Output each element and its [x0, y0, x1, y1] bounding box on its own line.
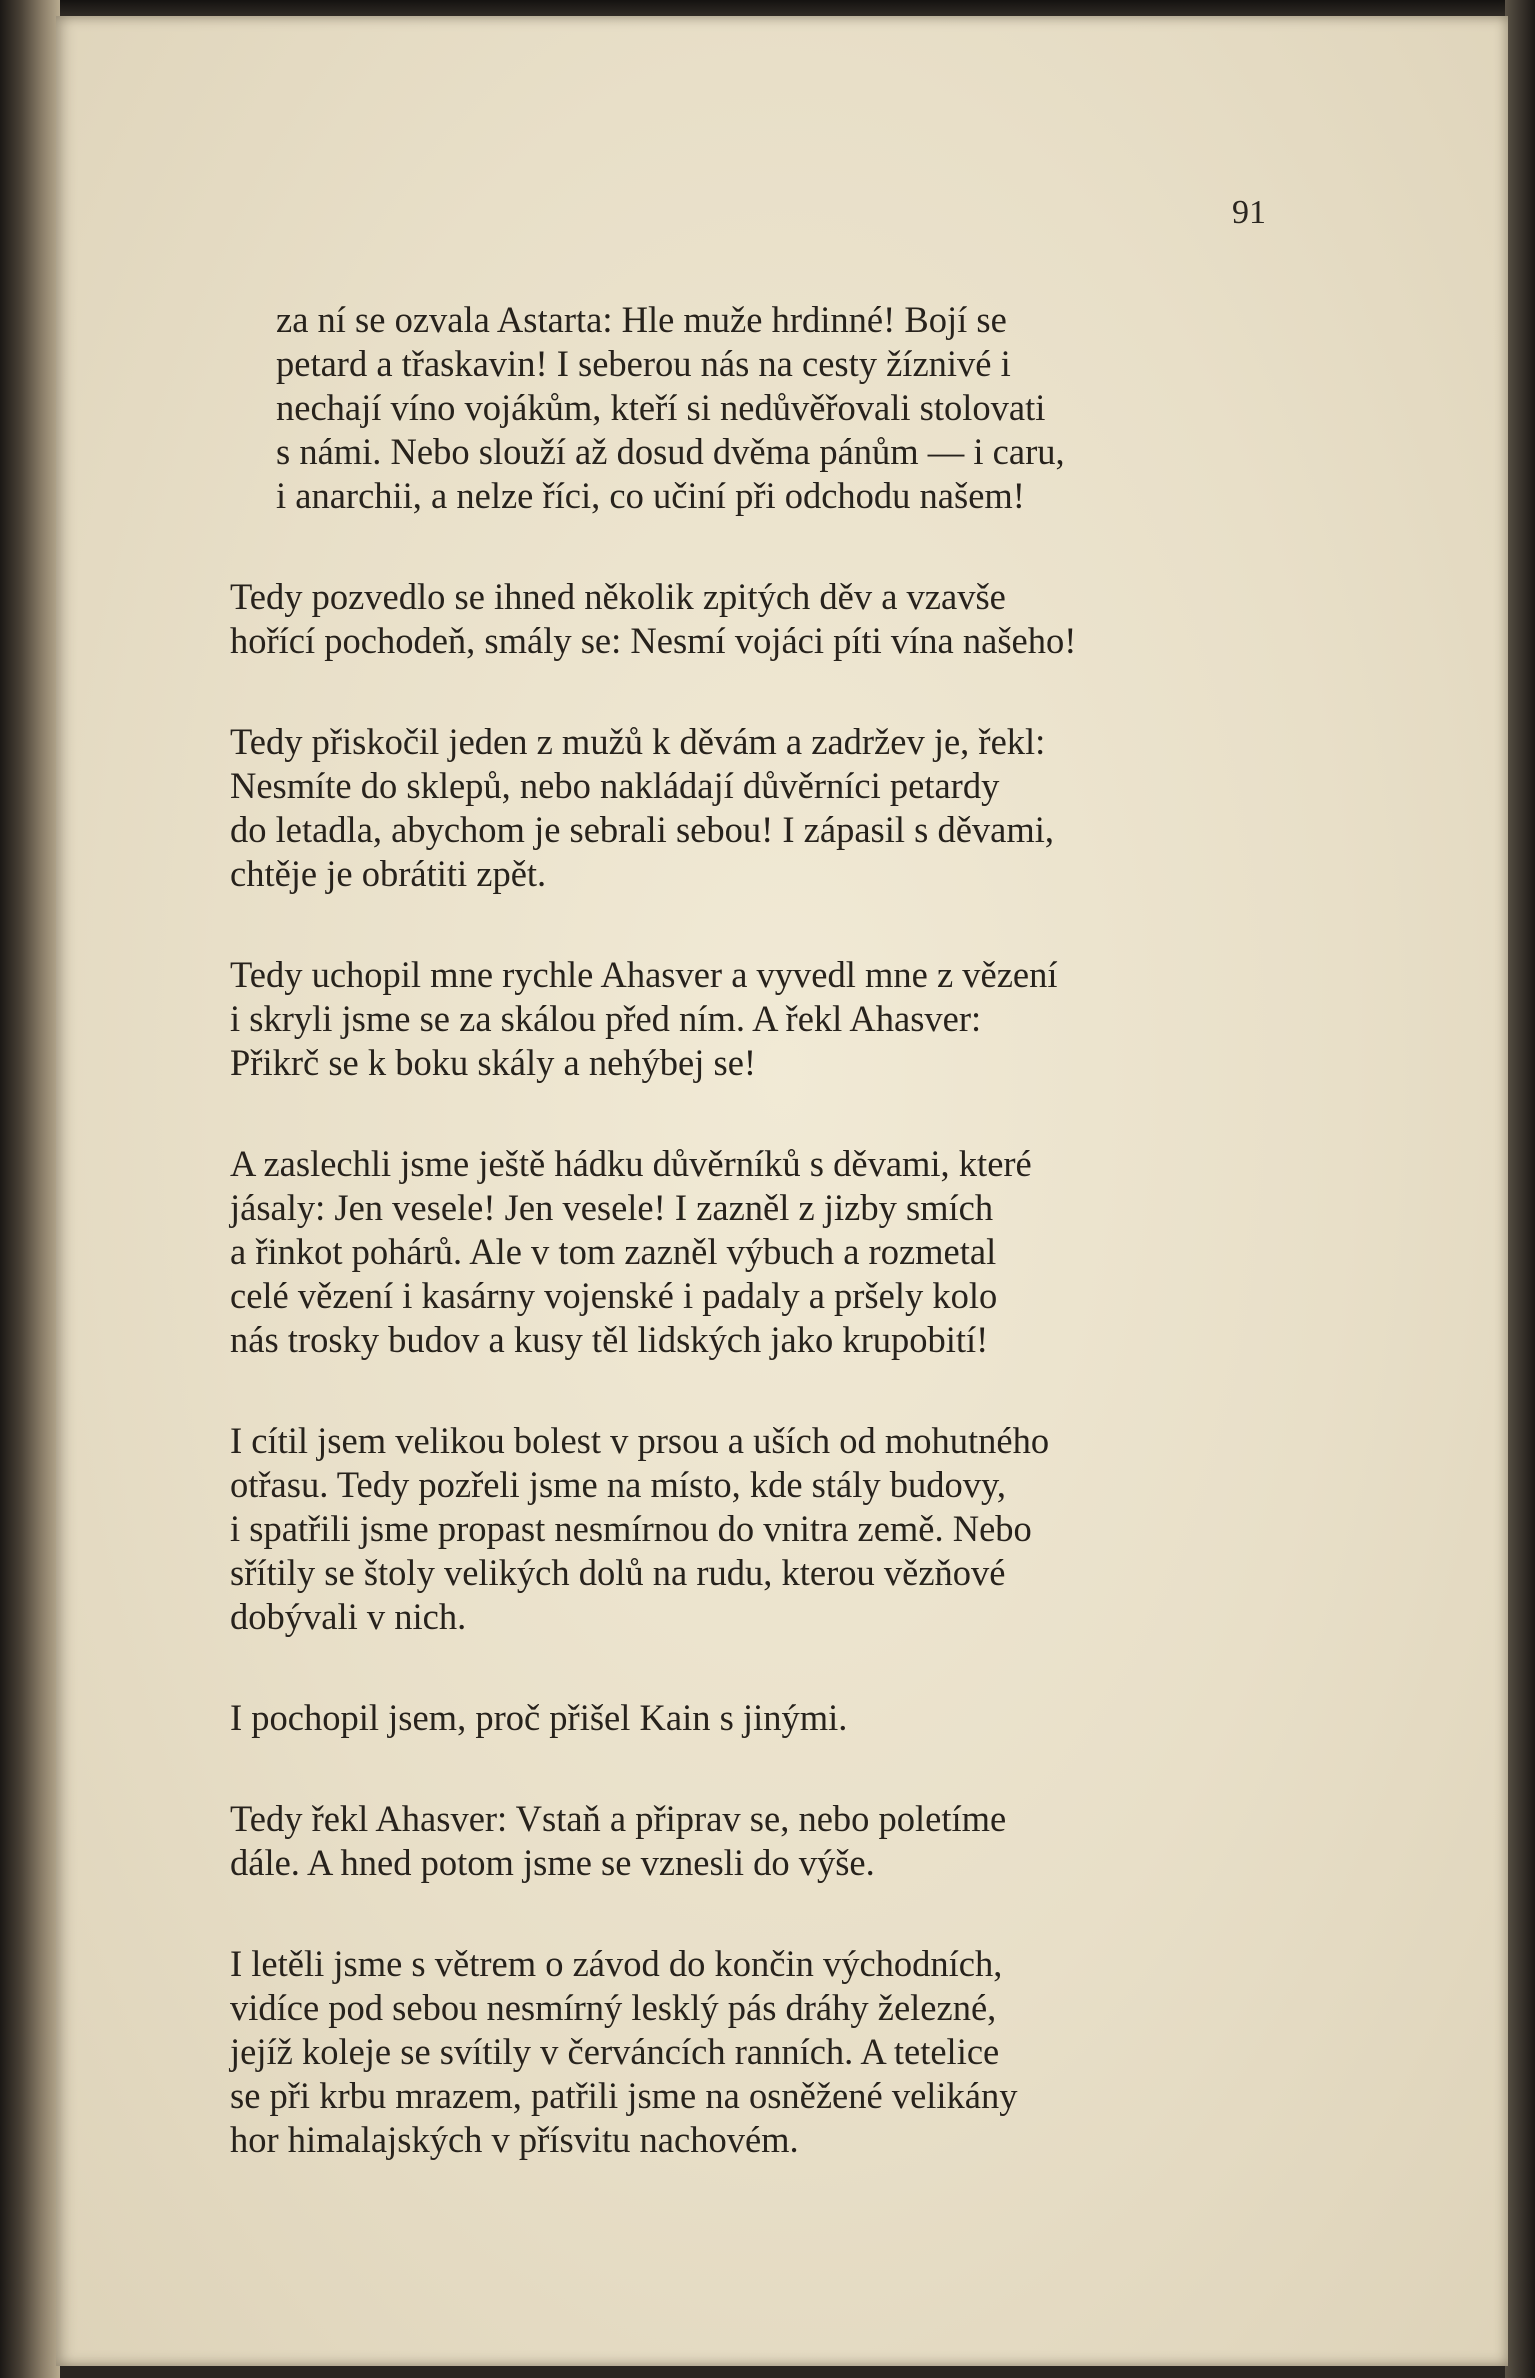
- text-line: petard a třaskavin! I seberou nás na cesty žíznivé i: [276, 343, 1011, 384]
- text-line: i anarchii, a nelze říci, co učiní při odchodu našem!: [276, 475, 1025, 516]
- text-line: chtěje je obrátiti zpět.: [230, 853, 547, 894]
- paragraph: [230, 1942, 1266, 2162]
- text-line: Nesmíte do sklepů, nebo nakládají důvěrníci petardy: [230, 765, 1000, 806]
- text-line: dobývali v nich.: [230, 1596, 467, 1637]
- text-line: jejíž koleje se svítily v červáncích ranních. A tetelice: [230, 2031, 1000, 2072]
- paragraph: [230, 720, 1266, 896]
- text-line: Tedy přiskočil jeden z mužů k děvám a zadržev je, řekl:: [230, 721, 1046, 762]
- text-line: celé vězení i kasárny vojenské i padaly a pršely kolo: [230, 1275, 998, 1316]
- text-line: s námi. Nebo slouží až dosud dvěma pánům — i caru,: [276, 431, 1065, 472]
- text-line: dále. A hned potom jsme se vznesli do výše.: [230, 1842, 875, 1883]
- paragraph: [230, 1142, 1266, 1362]
- text-line: hor himalajských v přísvitu nachovém.: [230, 2119, 799, 2160]
- paragraph: [230, 1696, 1266, 1740]
- text-line: I letěli jsme s větrem o závod do končin východních,: [230, 1943, 1003, 1984]
- text-line: I pochopil jsem, proč přišel Kain s jinými.: [230, 1697, 848, 1738]
- page-number: 91: [1232, 194, 1266, 231]
- paragraph: [230, 575, 1266, 663]
- page-text: [230, 298, 1266, 2219]
- text-line: i skryli jsme se za skálou před ním. A řekl Ahasver:: [230, 998, 982, 1039]
- paragraph: [230, 953, 1266, 1085]
- book-page: [56, 16, 1508, 2366]
- text-line: sřítily se štoly velikých dolů na rudu, kterou vězňové: [230, 1552, 1006, 1593]
- text-line: Tedy pozvedlo se ihned několik zpitých děv a vzavše: [230, 576, 1006, 617]
- text-line: za ní se ozvala Astarta: Hle muže hrdinné! Bojí se: [276, 299, 1007, 340]
- paragraph: [230, 1797, 1266, 1885]
- paragraph: [230, 298, 1266, 518]
- text-line: otřasu. Tedy pozřeli jsme na místo, kde stály budovy,: [230, 1464, 1006, 1505]
- text-line: a řinkot pohárů. Ale v tom zazněl výbuch a rozmetal: [230, 1231, 997, 1272]
- text-line: jásaly: Jen vesele! Jen vesele! I zazněl z jizby smích: [230, 1187, 994, 1228]
- text-line: vidíce pod sebou nesmírný lesklý pás dráhy železné,: [230, 1987, 997, 2028]
- text-line: Přikrč se k boku skály a nehýbej se!: [230, 1042, 757, 1083]
- book-right-edge: [1505, 0, 1535, 2378]
- text-line: nechají víno vojákům, kteří si nedůvěřovali stolovati: [276, 387, 1046, 428]
- text-line: hořící pochodeň, smály se: Nesmí vojáci píti vína našeho!: [230, 620, 1077, 661]
- paragraph: [230, 1419, 1266, 1639]
- text-line: Tedy uchopil mne rychle Ahasver a vyvedl mne z vězení: [230, 954, 1058, 995]
- text-line: i spatřili jsme propast nesmírnou do vnitra země. Nebo: [230, 1508, 1032, 1549]
- text-line: nás trosky budov a kusy těl lidských jako krupobití!: [230, 1319, 989, 1360]
- text-line: do letadla, abychom je sebrali sebou! I zápasil s děvami,: [230, 809, 1055, 850]
- text-line: Tedy řekl Ahasver: Vstaň a připrav se, nebo poletíme: [230, 1798, 1007, 1839]
- text-line: se při krbu mrazem, patřili jsme na osněžené velikány: [230, 2075, 1018, 2116]
- text-line: A zaslechli jsme ještě hádku důvěrníků s děvami, které: [230, 1143, 1032, 1184]
- text-line: I cítil jsem velikou bolest v prsou a uších od mohutného: [230, 1420, 1050, 1461]
- book-spine: [0, 0, 60, 2378]
